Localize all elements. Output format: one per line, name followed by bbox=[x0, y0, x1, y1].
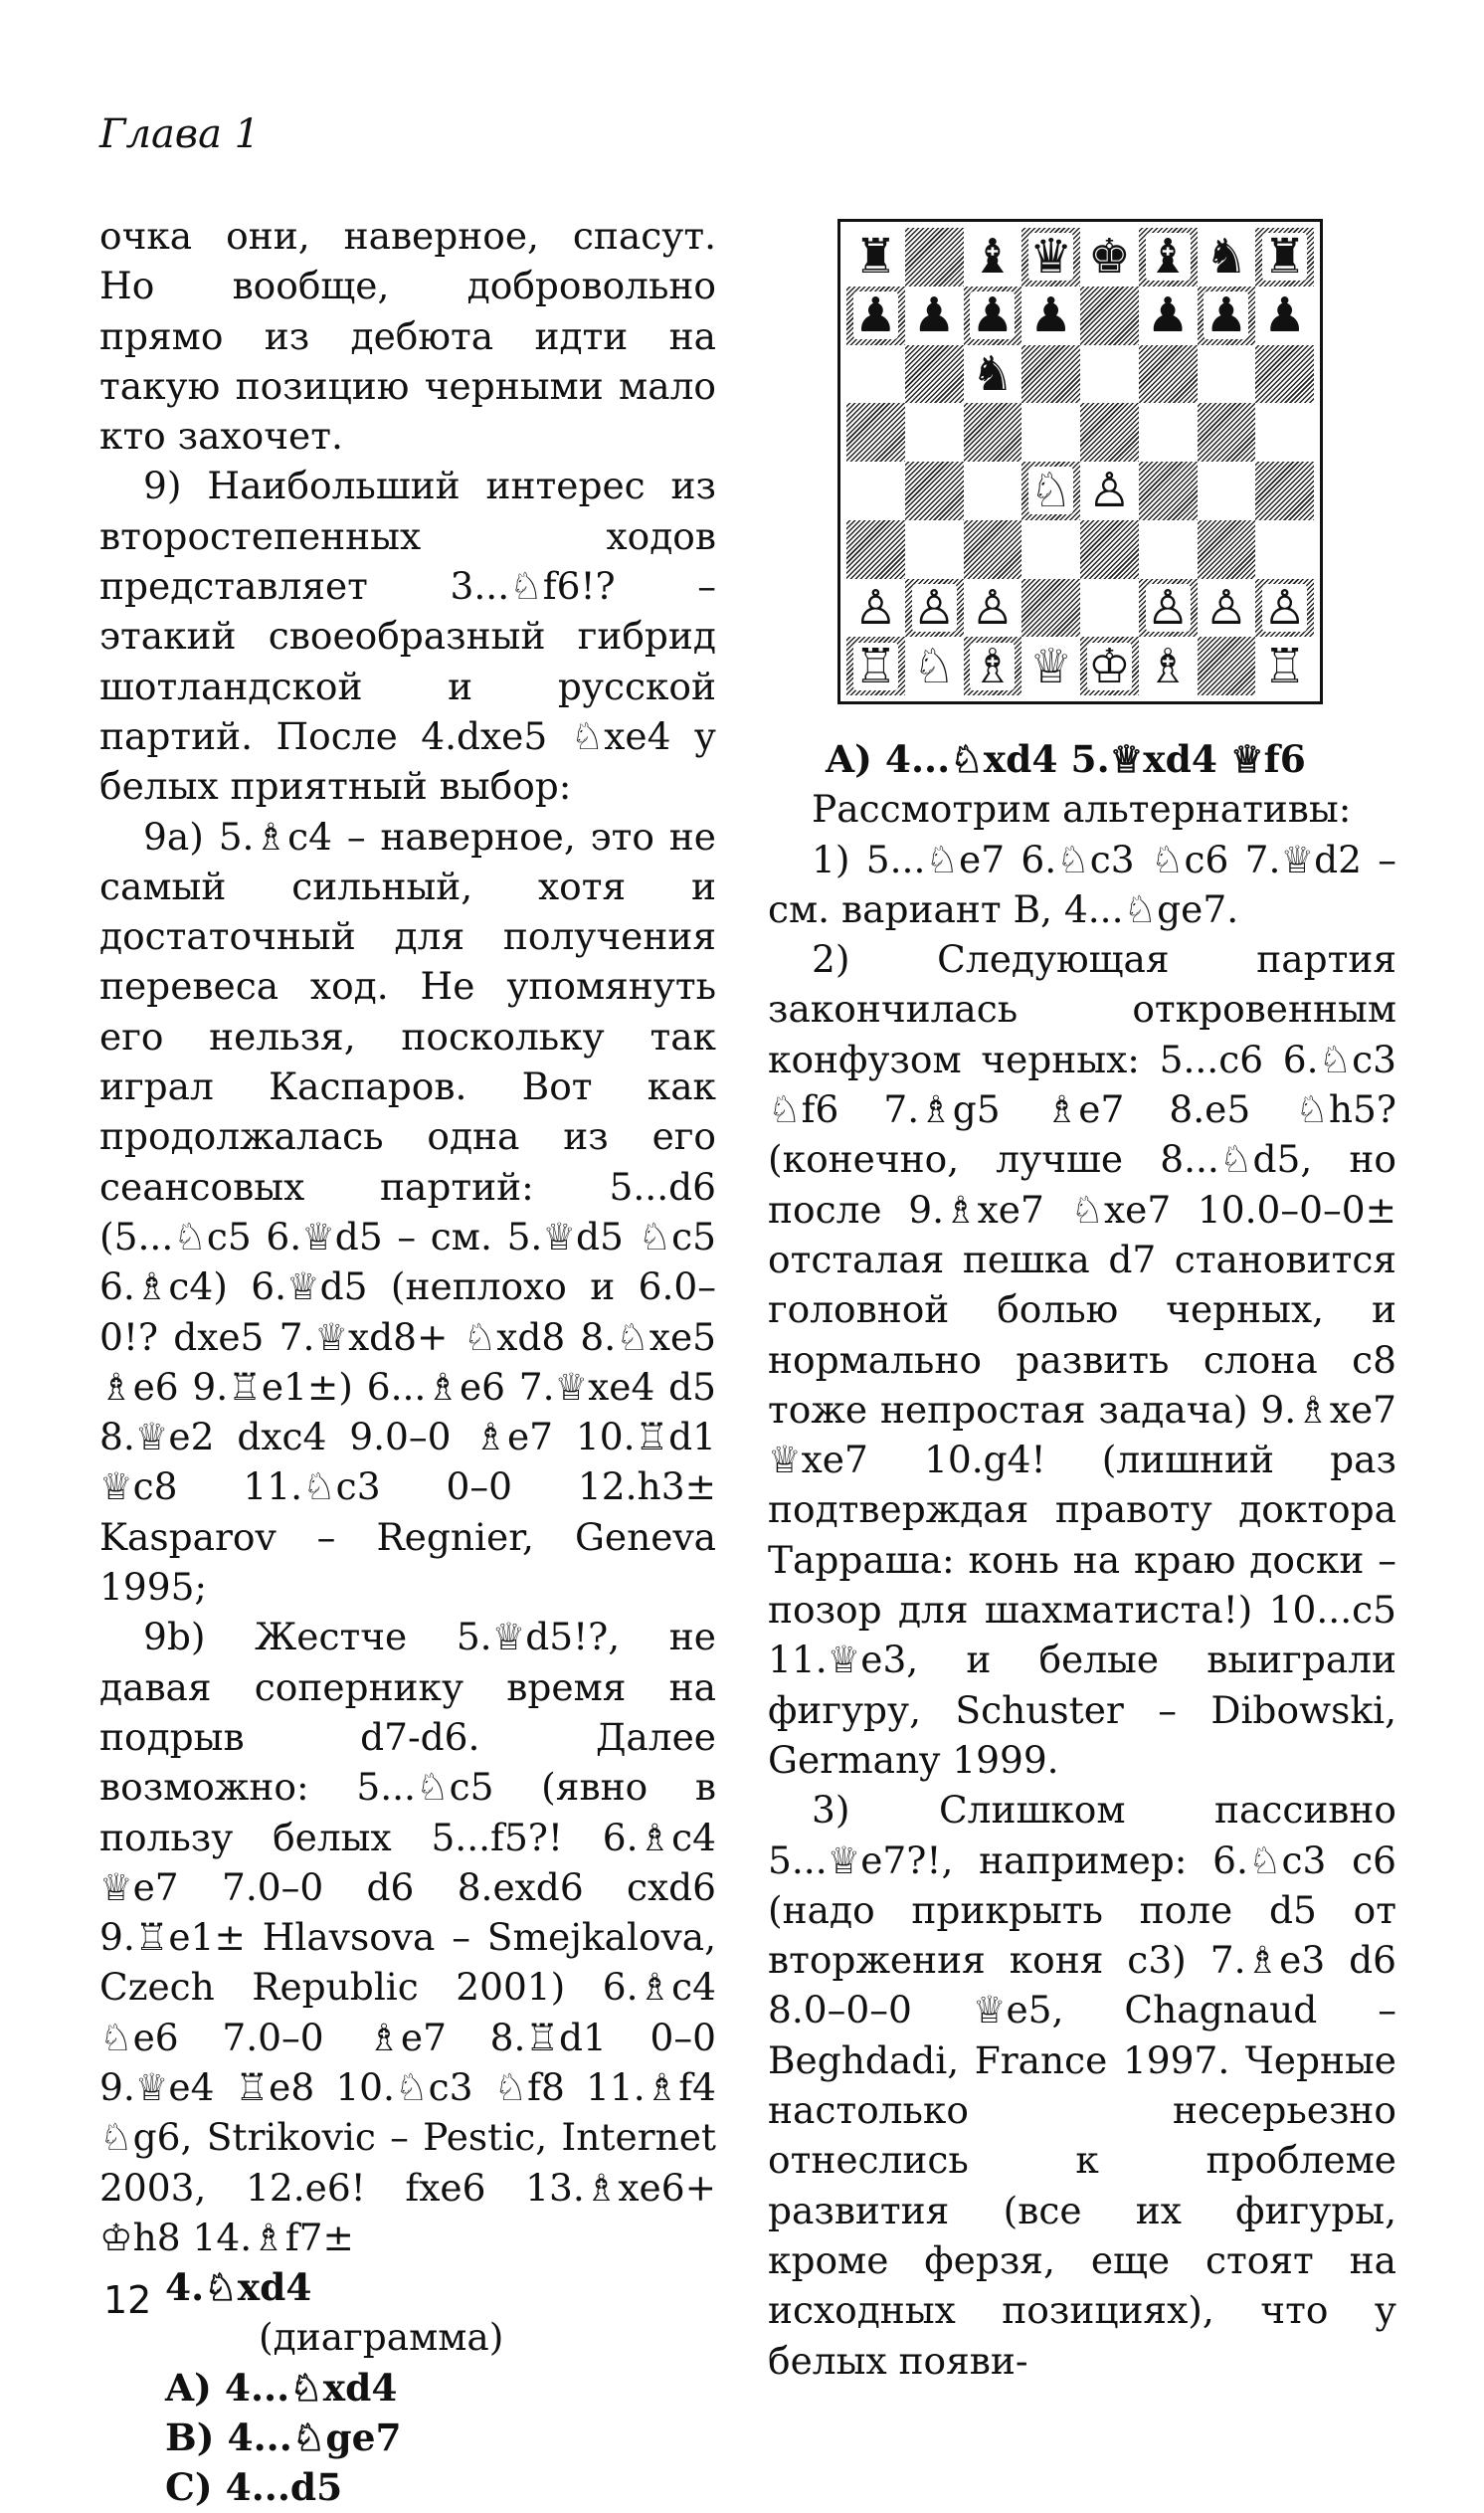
left-column bbox=[99, 211, 716, 2513]
paragraph: 9) Наибольший интерес из второстепенных ходов представляет 3...♘f6!? – этакий своеобразный гибрид шотландской и русской партий. После 4.dxe5 ♘xe4 у белых приятный выбор: bbox=[99, 464, 716, 809]
board-square bbox=[1021, 462, 1080, 520]
board-square bbox=[964, 345, 1022, 404]
board-square bbox=[846, 462, 905, 520]
board-square bbox=[1139, 462, 1198, 520]
page-number: 12 bbox=[103, 2278, 152, 2322]
paragraph: очка они, наверное, спасут. Но вообще, добровольно прямо из дебюта идти на такую позицию черными мало кто захочет. bbox=[99, 214, 716, 459]
board-square bbox=[905, 520, 964, 579]
chess-piece-icon: ♟ bbox=[1263, 288, 1307, 344]
board-square bbox=[846, 579, 905, 638]
board-square bbox=[964, 228, 1022, 287]
board-square bbox=[1021, 287, 1080, 345]
board-square bbox=[1080, 520, 1139, 579]
chapter-header: Глава 1 bbox=[99, 111, 261, 157]
board-square bbox=[905, 403, 964, 462]
chess-piece-icon: ♞ bbox=[971, 345, 1015, 402]
board-square bbox=[964, 520, 1022, 579]
board-square bbox=[905, 228, 964, 287]
board-square bbox=[1139, 637, 1198, 695]
variation-a: A) 4...♘xd4 bbox=[165, 2365, 398, 2410]
board-square bbox=[1255, 228, 1314, 287]
chess-piece-icon: ♘ bbox=[1029, 463, 1073, 519]
board-square bbox=[1198, 462, 1256, 520]
board-square bbox=[1021, 579, 1080, 638]
board-square bbox=[1255, 579, 1314, 638]
chess-board bbox=[846, 228, 1314, 695]
diagram-caption: (диаграмма) bbox=[259, 2315, 504, 2360]
board-square bbox=[1080, 462, 1139, 520]
paragraph: 1) 5...♘e7 6.♘c3 ♘c6 7.♕d2 – см. вариант B, 4...♘ge7. bbox=[768, 837, 1396, 931]
board-square bbox=[846, 345, 905, 404]
board-square bbox=[905, 637, 964, 695]
board-square bbox=[1255, 287, 1314, 345]
chess-piece-icon: ♙ bbox=[853, 579, 897, 636]
board-square bbox=[846, 287, 905, 345]
chess-piece-icon: ♗ bbox=[971, 638, 1015, 694]
board-square bbox=[1139, 287, 1198, 345]
board-square bbox=[1080, 345, 1139, 404]
variation-b: B) 4...♘ge7 bbox=[165, 2416, 402, 2460]
right-column bbox=[768, 734, 1396, 2386]
board-square bbox=[846, 637, 905, 695]
board-square bbox=[905, 287, 964, 345]
board-square bbox=[1021, 345, 1080, 404]
board-square bbox=[1080, 287, 1139, 345]
board-square bbox=[1198, 637, 1256, 695]
chess-piece-icon: ♜ bbox=[1263, 229, 1307, 286]
chess-piece-icon: ♟ bbox=[853, 288, 897, 344]
board-square bbox=[1255, 520, 1314, 579]
board-square bbox=[1080, 579, 1139, 638]
board-square bbox=[846, 228, 905, 287]
chess-piece-icon: ♛ bbox=[1029, 229, 1073, 286]
chess-piece-icon: ♞ bbox=[1205, 229, 1248, 286]
board-square bbox=[964, 403, 1022, 462]
board-square bbox=[1198, 403, 1256, 462]
board-square bbox=[1139, 345, 1198, 404]
board-square bbox=[1021, 403, 1080, 462]
paragraph: 9а) 5.♗c4 – наверное, это не самый сильный, хотя и достаточный для получения перевеса ход. Не упомянуть его нельзя, поскольку так играл Каспаров. Вот как продолжалась одна из его сеансовых партий: 5...d6 (5...♘c5 6.♕d5 – см. 5.♕d5 ♘c5 6.♗c4) 6.♕d5 (неплохо и 6.0–0!? dxe5 7.♕xd8+ ♘xd8 8.♘xe5 ♗e6 9.♖e1±) 6...♗e6 7.♕xe4 d5 8.♕e2 dxc4 9.0–0 ♗e7 10.♖d1 ♕c8 11.♘c3 0–0 12.h3± Kasparov – Regnier, Geneva 1995; bbox=[99, 814, 716, 1610]
board-square bbox=[1198, 579, 1256, 638]
chess-diagram bbox=[837, 219, 1323, 704]
chess-piece-icon: ♟ bbox=[912, 288, 956, 344]
board-square bbox=[1139, 228, 1198, 287]
board-square bbox=[1198, 520, 1256, 579]
chess-piece-icon: ♙ bbox=[1205, 579, 1248, 636]
board-square bbox=[1139, 403, 1198, 462]
chess-piece-icon: ♖ bbox=[853, 638, 897, 694]
board-square bbox=[1198, 228, 1256, 287]
board-square bbox=[905, 345, 964, 404]
paragraph: Рассмотрим альтернативы: bbox=[812, 787, 1352, 832]
chess-piece-icon: ♟ bbox=[1146, 288, 1190, 344]
chess-piece-icon: ♟ bbox=[1205, 288, 1248, 344]
chess-piece-icon: ♖ bbox=[1263, 638, 1307, 694]
board-square bbox=[1021, 637, 1080, 695]
paragraph: 3) Слишком пассивно 5...♕e7?!, например: 6.♘c3 c6 (надо прикрыть поле d5 от вторжения коня c3) 7.♗e3 d6 8.0–0–0 ♕e5, Chagnaud – Beghdadi, France 1997. Черные настолько несерьезно отнеслись к проблеме развития (все их фигуры, кроме ферзя, еще стоят на исходных позициях), что у белых появи- bbox=[768, 1788, 1396, 2383]
chess-piece-icon: ♙ bbox=[971, 579, 1015, 636]
board-square bbox=[1080, 403, 1139, 462]
board-square bbox=[905, 579, 964, 638]
board-square bbox=[1080, 637, 1139, 695]
chess-piece-icon: ♙ bbox=[1146, 579, 1190, 636]
board-square bbox=[964, 462, 1022, 520]
chess-piece-icon: ♝ bbox=[971, 229, 1015, 286]
board-square bbox=[1255, 462, 1314, 520]
board-square bbox=[905, 462, 964, 520]
chess-piece-icon: ♗ bbox=[1146, 638, 1190, 694]
board-square bbox=[1021, 520, 1080, 579]
chess-piece-icon: ♚ bbox=[1087, 229, 1131, 286]
board-square bbox=[1021, 228, 1080, 287]
section-heading: A) 4...♘xd4 5.♕xd4 ♕f6 bbox=[826, 737, 1306, 781]
chess-piece-icon: ♘ bbox=[912, 638, 956, 694]
paragraph: 9b) Жестче 5.♕d5!?, не давая сопернику время на подрыв d7-d6. Далее возможно: 5...♘c5 (явно в пользу белых 5...f5?! 6.♗c4 ♕e7 7.0–0 d6 8.exd6 cxd6 9.♖e1± Hlavsova – Smejkalova, Czech Republic 2001) 6.♗c4 ♘e6 7.0–0 ♗e7 8.♖d1 0–0 9.♕e4 ♖e8 10.♘c3 ♘f8 11.♗f4 ♘g6, Strikovic – Pestic, Internet 2003, 12.e6! fxe6 13.♗xe6+ ♔h8 14.♗f7± bbox=[99, 1615, 716, 2259]
board-square bbox=[1198, 345, 1256, 404]
board-square bbox=[1255, 403, 1314, 462]
board-square bbox=[1255, 637, 1314, 695]
chess-piece-icon: ♕ bbox=[1029, 638, 1073, 694]
board-square bbox=[964, 637, 1022, 695]
board-square bbox=[964, 287, 1022, 345]
board-square bbox=[846, 520, 905, 579]
chess-piece-icon: ♙ bbox=[1263, 579, 1307, 636]
main-move: 4.♘xd4 bbox=[165, 2265, 312, 2310]
chess-piece-icon: ♔ bbox=[1087, 638, 1131, 694]
board-square bbox=[1198, 287, 1256, 345]
paragraph: 2) Следующая партия закончилась откровенным конфузом черных: 5...c6 6.♘c3 ♘f6 7.♗g5 ♗e7 8.e5 ♘h5? (конечно, лучше 8...♘d5, но после 9.♗xe7 ♘xe7 10.0–0–0± отсталая пешка d7 становится головной болью черных, и нормально развить слона c8 тоже непростая задача) 9.♗xe7 ♕xe7 10.g4! (лишний раз подтверждая правоту доктора Тарраша: конь на краю доски – позор для шахматиста!) 10...c5 11.♕e3, и белые выиграли фигуру, Schuster – Dibowski, Germany 1999. bbox=[768, 937, 1396, 1782]
chess-piece-icon: ♜ bbox=[853, 229, 897, 286]
chess-piece-icon: ♝ bbox=[1146, 229, 1190, 286]
board-square bbox=[964, 579, 1022, 638]
chess-piece-icon: ♙ bbox=[912, 579, 956, 636]
board-square bbox=[846, 403, 905, 462]
chess-piece-icon: ♟ bbox=[1029, 288, 1073, 344]
chess-piece-icon: ♟ bbox=[971, 288, 1015, 344]
board-square bbox=[1255, 345, 1314, 404]
board-square bbox=[1139, 579, 1198, 638]
board-square bbox=[1139, 520, 1198, 579]
board-square bbox=[1080, 228, 1139, 287]
chess-piece-icon: ♙ bbox=[1087, 463, 1131, 519]
variation-c: C) 4...d5 bbox=[165, 2465, 343, 2510]
